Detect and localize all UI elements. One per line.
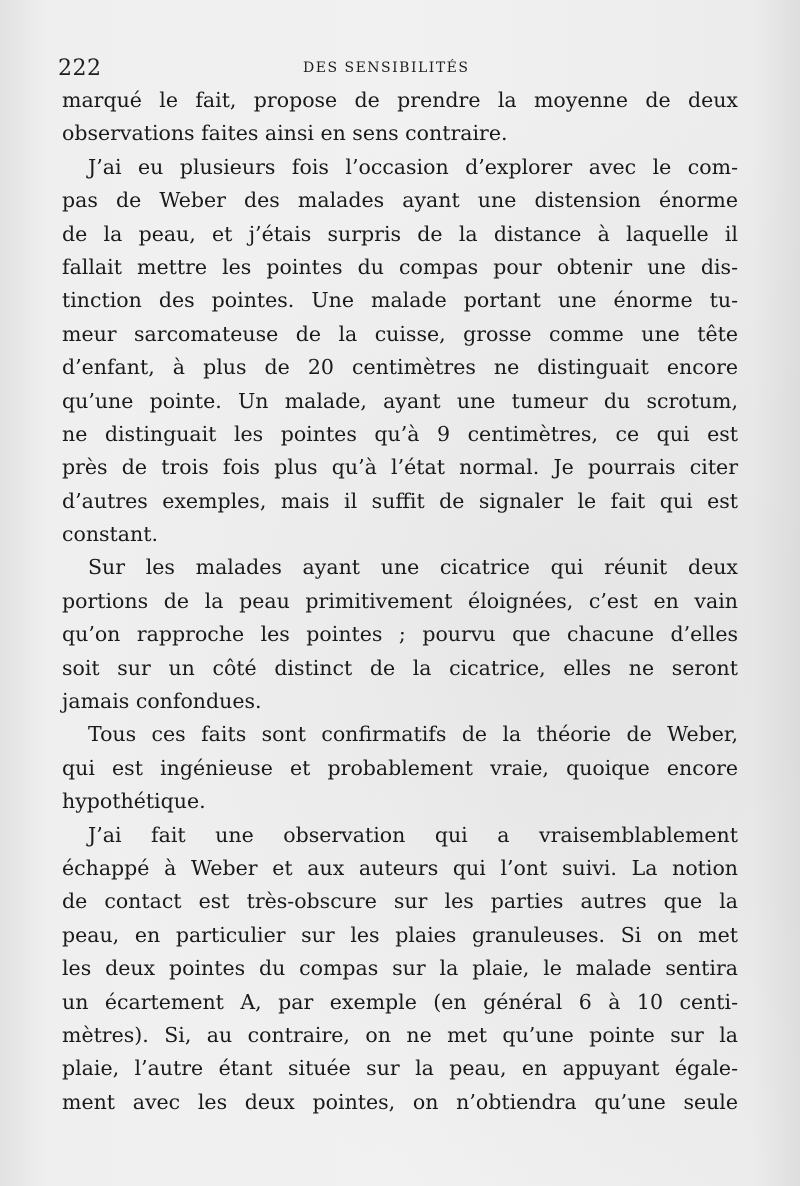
text-line: tinction des pointes. Une malade portant une énorme tu- [62, 288, 738, 313]
text-line: les deux pointes du compas sur la plaie, le malade sentira [62, 956, 738, 981]
text-line: qu’on rapproche les pointes ; pourvu que chacune d’elles [62, 622, 738, 647]
body-text [62, 84, 738, 1119]
text-line: mètres). Si, au contraire, on ne met qu’une pointe sur la [62, 1022, 738, 1047]
text-line: qui est ingénieuse et probablement vraie, quoique encore [62, 755, 738, 780]
text-line: ment avec les deux pointes, on n’obtiendra qu’une seule [62, 1089, 738, 1114]
text-line: près de trois fois plus qu’à l’état normal. Je pourrais citer [62, 455, 738, 480]
text-line: plaie, l’autre étant située sur la peau, en appuyant égale- [62, 1056, 738, 1081]
text-line: jamais confondues. [62, 689, 262, 714]
running-title: DES SENSIBILITÉS [303, 60, 470, 76]
text-line: échappé à Weber et aux auteurs qui l’ont suivi. La notion [62, 855, 738, 880]
text-line: pas de Weber des malades ayant une distension énorme [62, 188, 738, 213]
text-line: Sur les malades ayant une cicatrice qui réunit deux [88, 555, 738, 580]
text-line: marqué le fait, propose de prendre la moyenne de deux [62, 88, 738, 112]
text-line: J’ai fait une observation qui a vraisemblablement [88, 822, 738, 847]
text-line: de la peau, et j’étais surpris de la distance à laquelle il [62, 221, 738, 246]
text-line: ne distinguait les pointes qu’à 9 centimètres, ce qui est [62, 421, 738, 446]
text-line: qu’une pointe. Un malade, ayant une tumeur du scrotum, [62, 388, 738, 413]
text-line: fallait mettre les pointes du compas pour obtenir une dis- [62, 254, 738, 279]
page-number: 222 [58, 56, 102, 81]
text-line: Tous ces faits sont confirmatifs de la théorie de Weber, [88, 722, 738, 747]
text-line: peau, en particulier sur les plaies granuleuses. Si on met [62, 922, 738, 947]
text-line: hypothétique. [62, 789, 206, 814]
text-line: observations faites ainsi en sens contraire. [62, 121, 508, 146]
text-line: d’enfant, à plus de 20 centimètres ne distinguait encore [62, 355, 738, 380]
text-line: constant. [62, 522, 158, 547]
text-line: soit sur un côté distinct de la cicatrice, elles ne seront [62, 655, 738, 680]
text-line: un écartement A, par exemple (en général 6 à 10 centi- [62, 989, 738, 1014]
text-line: d’autres exemples, mais il suffit de signaler le fait qui est [62, 488, 738, 513]
text-line: portions de la peau primitivement éloignées, c’est en vain [62, 588, 738, 613]
text-line: de contact est très-obscure sur les parties autres que la [62, 889, 738, 914]
text-line: meur sarcomateuse de la cuisse, grosse comme une tête [62, 321, 738, 346]
text-line: J’ai eu plusieurs fois l’occasion d’explorer avec le com- [88, 154, 738, 179]
